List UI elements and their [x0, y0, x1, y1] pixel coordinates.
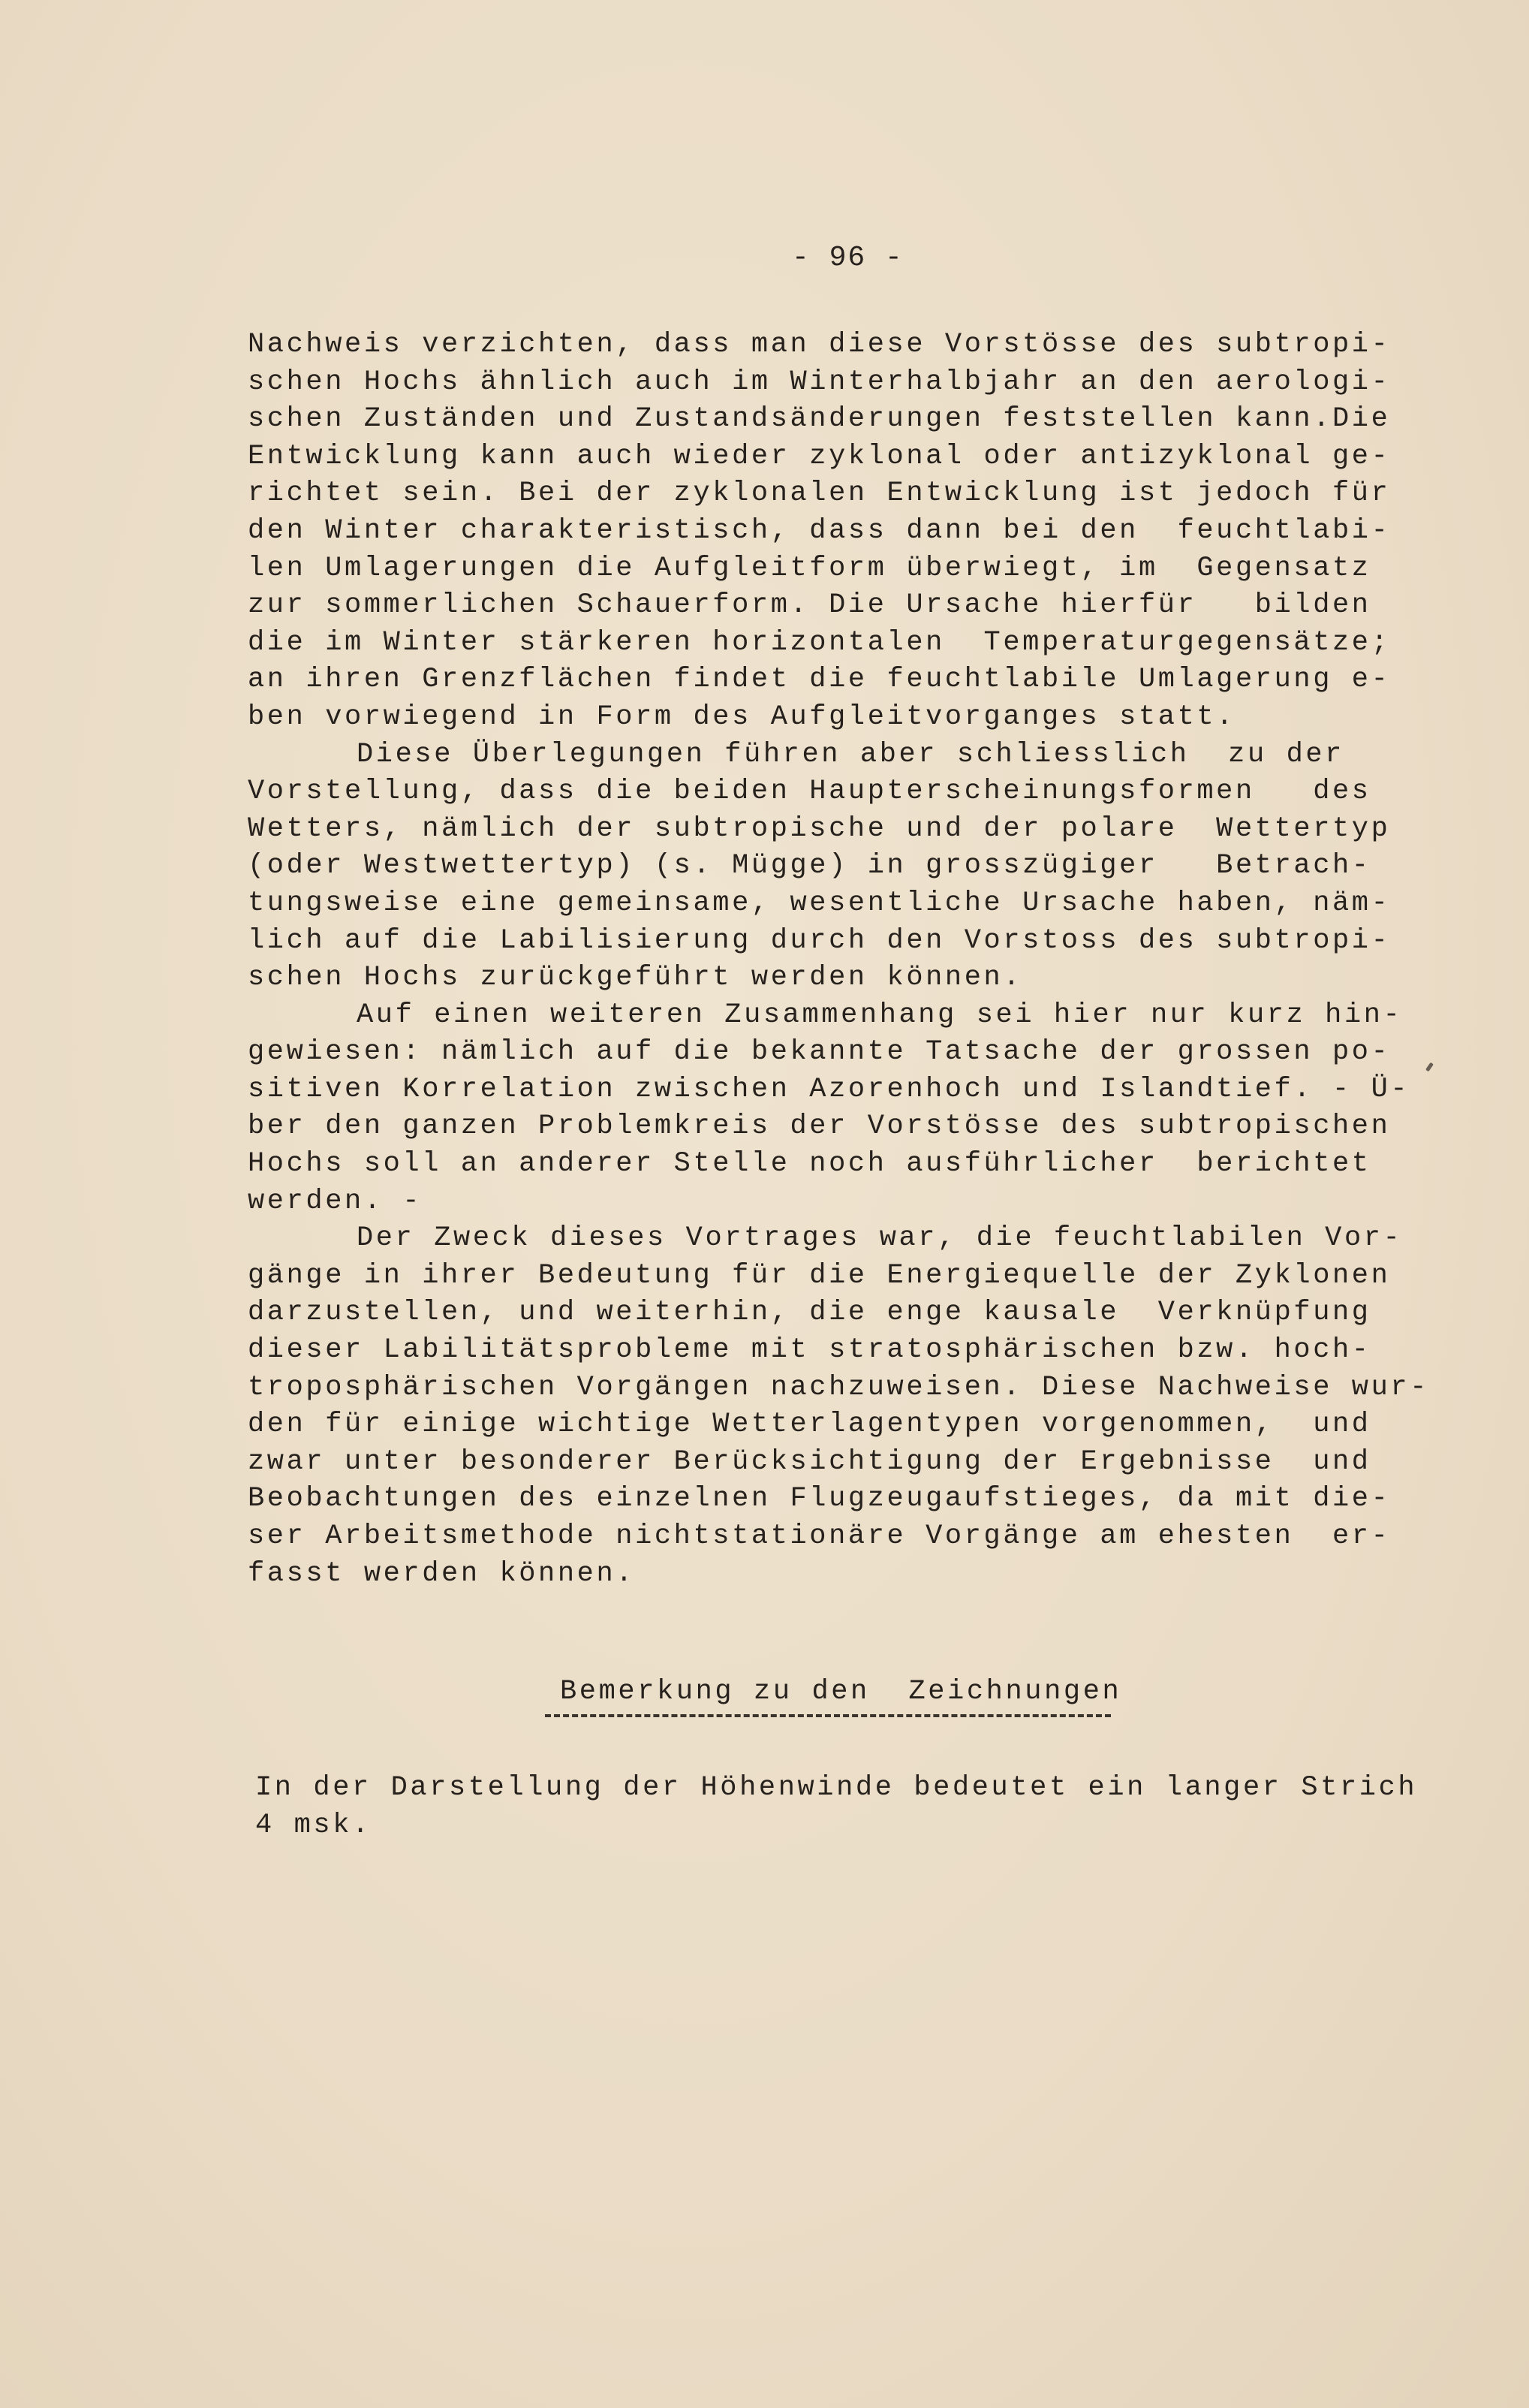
note-line: 4 msk. — [255, 1809, 372, 1841]
section-heading: Bemerkung zu den Zeichnungen — [560, 1676, 1122, 1707]
text-line: richtet sein. Bei der zyklonalen Entwicklung ist jedoch für — [248, 478, 1391, 510]
text-line: troposphärischen Vorgängen nachzuweisen. Diese Nachweise wur- — [248, 1371, 1430, 1403]
text-line: Hochs soll an anderer Stelle noch ausführlicher berichtet — [248, 1148, 1371, 1180]
text-line: den Winter charakteristisch, dass dann bei den feuchtlabi- — [248, 514, 1391, 547]
text-line: Beobachtungen des einzelnen Flugzeugaufstieges, da mit die- — [248, 1483, 1391, 1515]
page-number: - 96 - — [792, 242, 904, 274]
text-line: Vorstellung, dass die beiden Haupterscheinungsformen des — [248, 776, 1371, 808]
text-line: ben vorwiegend in Form des Aufgleitvorganges statt. — [248, 701, 1236, 733]
text-line: len Umlagerungen die Aufgleitform überwiegt, im Gegensatz — [248, 552, 1371, 584]
text-line: ber den ganzen Problemkreis der Vorstösse des subtropischen — [248, 1111, 1391, 1143]
text-line: tungsweise eine gemeinsame, wesentliche Ursache haben, näm- — [248, 887, 1391, 919]
text-line: (oder Westwettertyp) (s. Mügge) in grosszügiger Betrach- — [248, 850, 1371, 882]
text-line: Entwicklung kann auch wieder zyklonal oder antizyklonal ge- — [248, 440, 1391, 472]
text-line: an ihren Grenzflächen findet die feuchtlabile Umlagerung e- — [248, 664, 1391, 696]
text-line: sitiven Korrelation zwischen Azorenhoch und Islandtief. - Ü- — [248, 1073, 1410, 1105]
text-line: ser Arbeitsmethode nichtstationäre Vorgänge am ehesten er- — [248, 1520, 1391, 1552]
text-line: schen Hochs zurückgeführt werden können. — [248, 962, 1023, 994]
text-line: Nachweis verzichten, dass man diese Vorstösse des subtropi- — [248, 329, 1391, 360]
text-line: dieser Labilitätsprobleme mit stratosphärischen bzw. hoch- — [248, 1334, 1371, 1367]
text-line: den für einige wichtige Wetterlagentypen vorgenommen, und — [248, 1409, 1371, 1441]
text-line: Wetters, nämlich der subtropische und der polare Wettertyp — [248, 812, 1391, 845]
paragraph-start-line: Der Zweck dieses Vortrages war, die feuchtlabilen Vor- — [357, 1222, 1403, 1255]
text-line: schen Zuständen und Zustandsänderungen feststellen kann.Die — [248, 403, 1391, 435]
text-line: schen Hochs ähnlich auch im Winterhalbjahr an den aerologi- — [248, 366, 1391, 398]
body-text — [248, 327, 1430, 1593]
ink-speck — [1425, 1062, 1434, 1072]
text-line: gewiesen: nämlich auf die bekannte Tatsache der grossen po- — [248, 1036, 1391, 1068]
text-line: werden. - — [248, 1185, 423, 1217]
text-line: fasst werden können. — [248, 1557, 636, 1590]
text-line: lich auf die Labilisierung durch den Vorstoss des subtropi- — [248, 924, 1391, 957]
paragraph-start-line: Auf einen weiteren Zusammenhang sei hier nur kurz hin- — [357, 999, 1403, 1031]
heading-underline — [545, 1714, 1111, 1717]
text-line: zwar unter besonderer Berücksichtigung der Ergebnisse und — [248, 1445, 1371, 1478]
text-line: darzustellen, und weiterhin, die enge kausale Verknüpfung — [248, 1297, 1371, 1329]
text-line: die im Winter stärkeren horizontalen Temperaturgegensätze; — [248, 626, 1391, 659]
text-line: gänge in ihrer Bedeutung für die Energiequelle der Zyklonen — [248, 1259, 1391, 1291]
text-line: zur sommerlichen Schauerform. Die Ursache hierfür bilden — [248, 589, 1371, 622]
paragraph-start-line: Diese Überlegungen führen aber schliesslich zu der — [357, 738, 1344, 770]
note-line: In der Darstellung der Höhenwinde bedeutet ein langer Strich — [255, 1772, 1418, 1804]
drawing-note — [255, 1770, 1418, 1844]
